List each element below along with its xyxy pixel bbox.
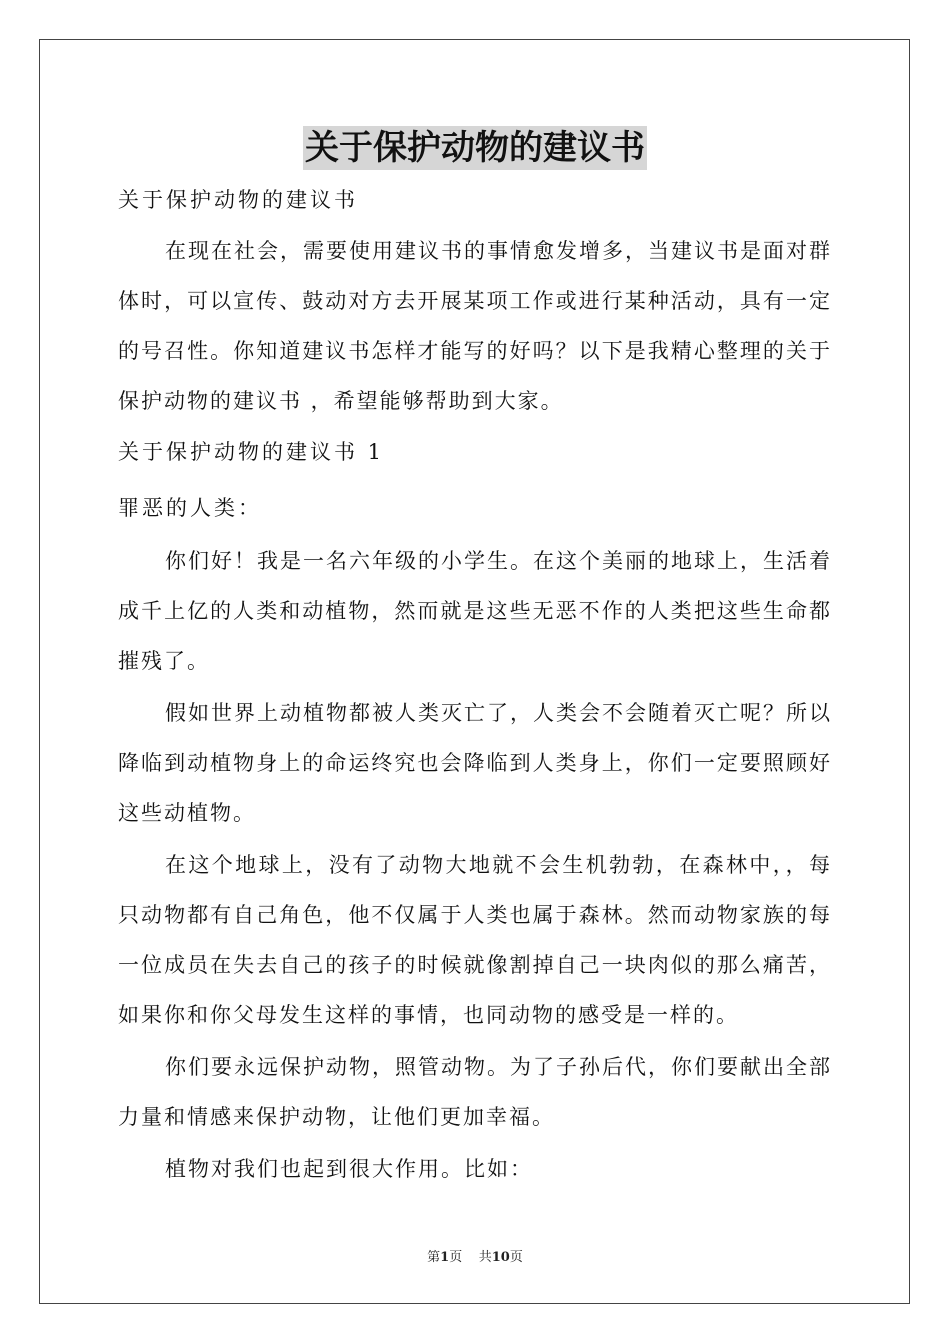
body-paragraph: 植物对我们也起到很大作用。比如：: [165, 1157, 533, 1181]
document-body: [118, 180, 832, 1194]
total-suffix: 页: [509, 1250, 523, 1265]
body-paragraph: 假如世界上动植物都被人类灭亡了，人类会不会随着灭亡呢？所以降临到动植物身上的命运终究也会降临到人类身上，你们一定要照顾好这些动植物。: [118, 701, 832, 825]
title-container: [0, 126, 950, 170]
body-paragraph: 你们要永远保护动物，照管动物。为了子孙后代，你们要献出全部力量和情感来保护动物，让他们更加幸福。: [118, 1055, 832, 1129]
section-heading: 关于保护动物的建议书 1: [118, 440, 385, 464]
page-current: 1: [440, 1250, 450, 1265]
document-title: 关于保护动物的建议书: [305, 128, 645, 168]
page-footer: [0, 1246, 950, 1265]
intro-paragraph: 在现在社会，需要使用建议书的事情愈发增多，当建议书是面对群体时，可以宣传、鼓动对方去开展某项工作或进行某种活动，具有一定的号召性。你知道建议书怎样才能写的好吗？以下是我精心整理的关于保护动物的建议书 ，希望能够帮助到大家。: [118, 239, 832, 413]
page-suffix: 页: [449, 1250, 463, 1265]
body-paragraph: 你们好！我是一名六年级的小学生。在这个美丽的地球上，生活着成千上亿的人类和动植物，然而就是这些无恶不作的人类把这些生命都摧残了。: [118, 549, 832, 673]
page-total: 10: [491, 1250, 510, 1265]
body-paragraph: 在这个地球上，没有了动物大地就不会生机勃勃，在森林中，，每只动物都有自己角色，他不仅属于人类也属于森林。然而动物家族的每一位成员在失去自己的孩子的时候就像割掉自己一块肉似的那么痛苦，如果你和你父母发生这样的事情，也同动物的感受是一样的。: [118, 853, 832, 1027]
total-prefix: 共: [478, 1250, 492, 1265]
subtitle: 关于保护动物的建议书: [118, 188, 358, 212]
salutation: 罪恶的人类：: [118, 496, 262, 520]
page-prefix: 第: [427, 1250, 441, 1265]
